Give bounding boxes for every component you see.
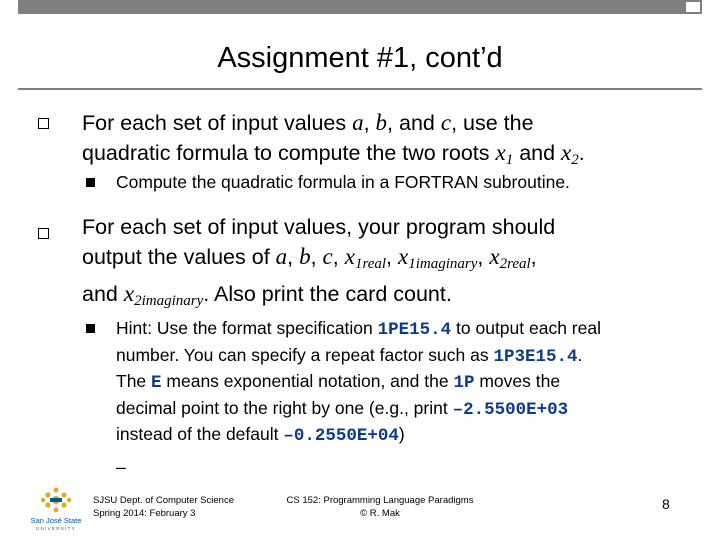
title-text: Assignment #1, cont’d: [217, 42, 503, 74]
trailing-dash: –: [116, 456, 126, 477]
bullet-1-line-1: For each set of input values a, b, and c, use the: [82, 110, 534, 135]
code-1p3e15-4: 1P3E15.4: [493, 346, 578, 367]
bullet-1: [82, 108, 585, 175]
sub-bullet-square-1: [86, 178, 95, 187]
code-1pe15-4: 1PE15.4: [377, 320, 452, 340]
sjsu-logo: [28, 486, 84, 532]
svg-text:UNIVERSITY: UNIVERSITY: [35, 526, 77, 531]
code-1p: 1P: [453, 373, 475, 393]
bullet-2-line-3: and x2imaginary. Also print the card count.: [82, 281, 452, 309]
sub-bullet-square-2: [86, 324, 95, 333]
bullet-2-line-2: output the values of a, b, c, x1real, x1imaginary, x2real,: [82, 244, 537, 272]
svg-text:San José State: San José State: [30, 516, 82, 525]
code-example-1: –2.5500E+03: [452, 399, 569, 420]
code-example-2: –0.2550E+04: [283, 426, 399, 446]
bullet-2-line-1: For each set of input values, your program should: [82, 215, 556, 239]
bullet-square-1: [38, 118, 49, 129]
bullet-2: [82, 213, 555, 316]
hint-text: Hint: Use the format specification 1PE15.4 to output each real number. You can specify a repeat factor such as 1P3E15.4. The E means exponential notation, and the 1P moves the decimal point to the right by one (e.g., print –2.5500E+03 instead of the default –0.2550E+04) –: [116, 316, 601, 479]
top-bar: [18, 0, 684, 14]
sub-bullet-1: Compute the quadratic formula in a FORTRAN subroutine.: [116, 172, 570, 192]
title-rule: [18, 88, 702, 90]
bullet-square-2: [38, 228, 49, 239]
code-e: E: [151, 373, 162, 393]
bullet-1-line-2: quadratic formula to compute the two roots x1 and x2.: [82, 140, 585, 168]
page-number: 8: [662, 496, 670, 512]
top-bar-box: [684, 0, 702, 14]
slide-title: [0, 42, 720, 75]
footer-center: CS 152: Programming Language Paradigms © R. Mak: [286, 495, 474, 519]
footer-left: SJSU Dept. of Computer Science Spring 2014: February 3: [93, 495, 234, 519]
